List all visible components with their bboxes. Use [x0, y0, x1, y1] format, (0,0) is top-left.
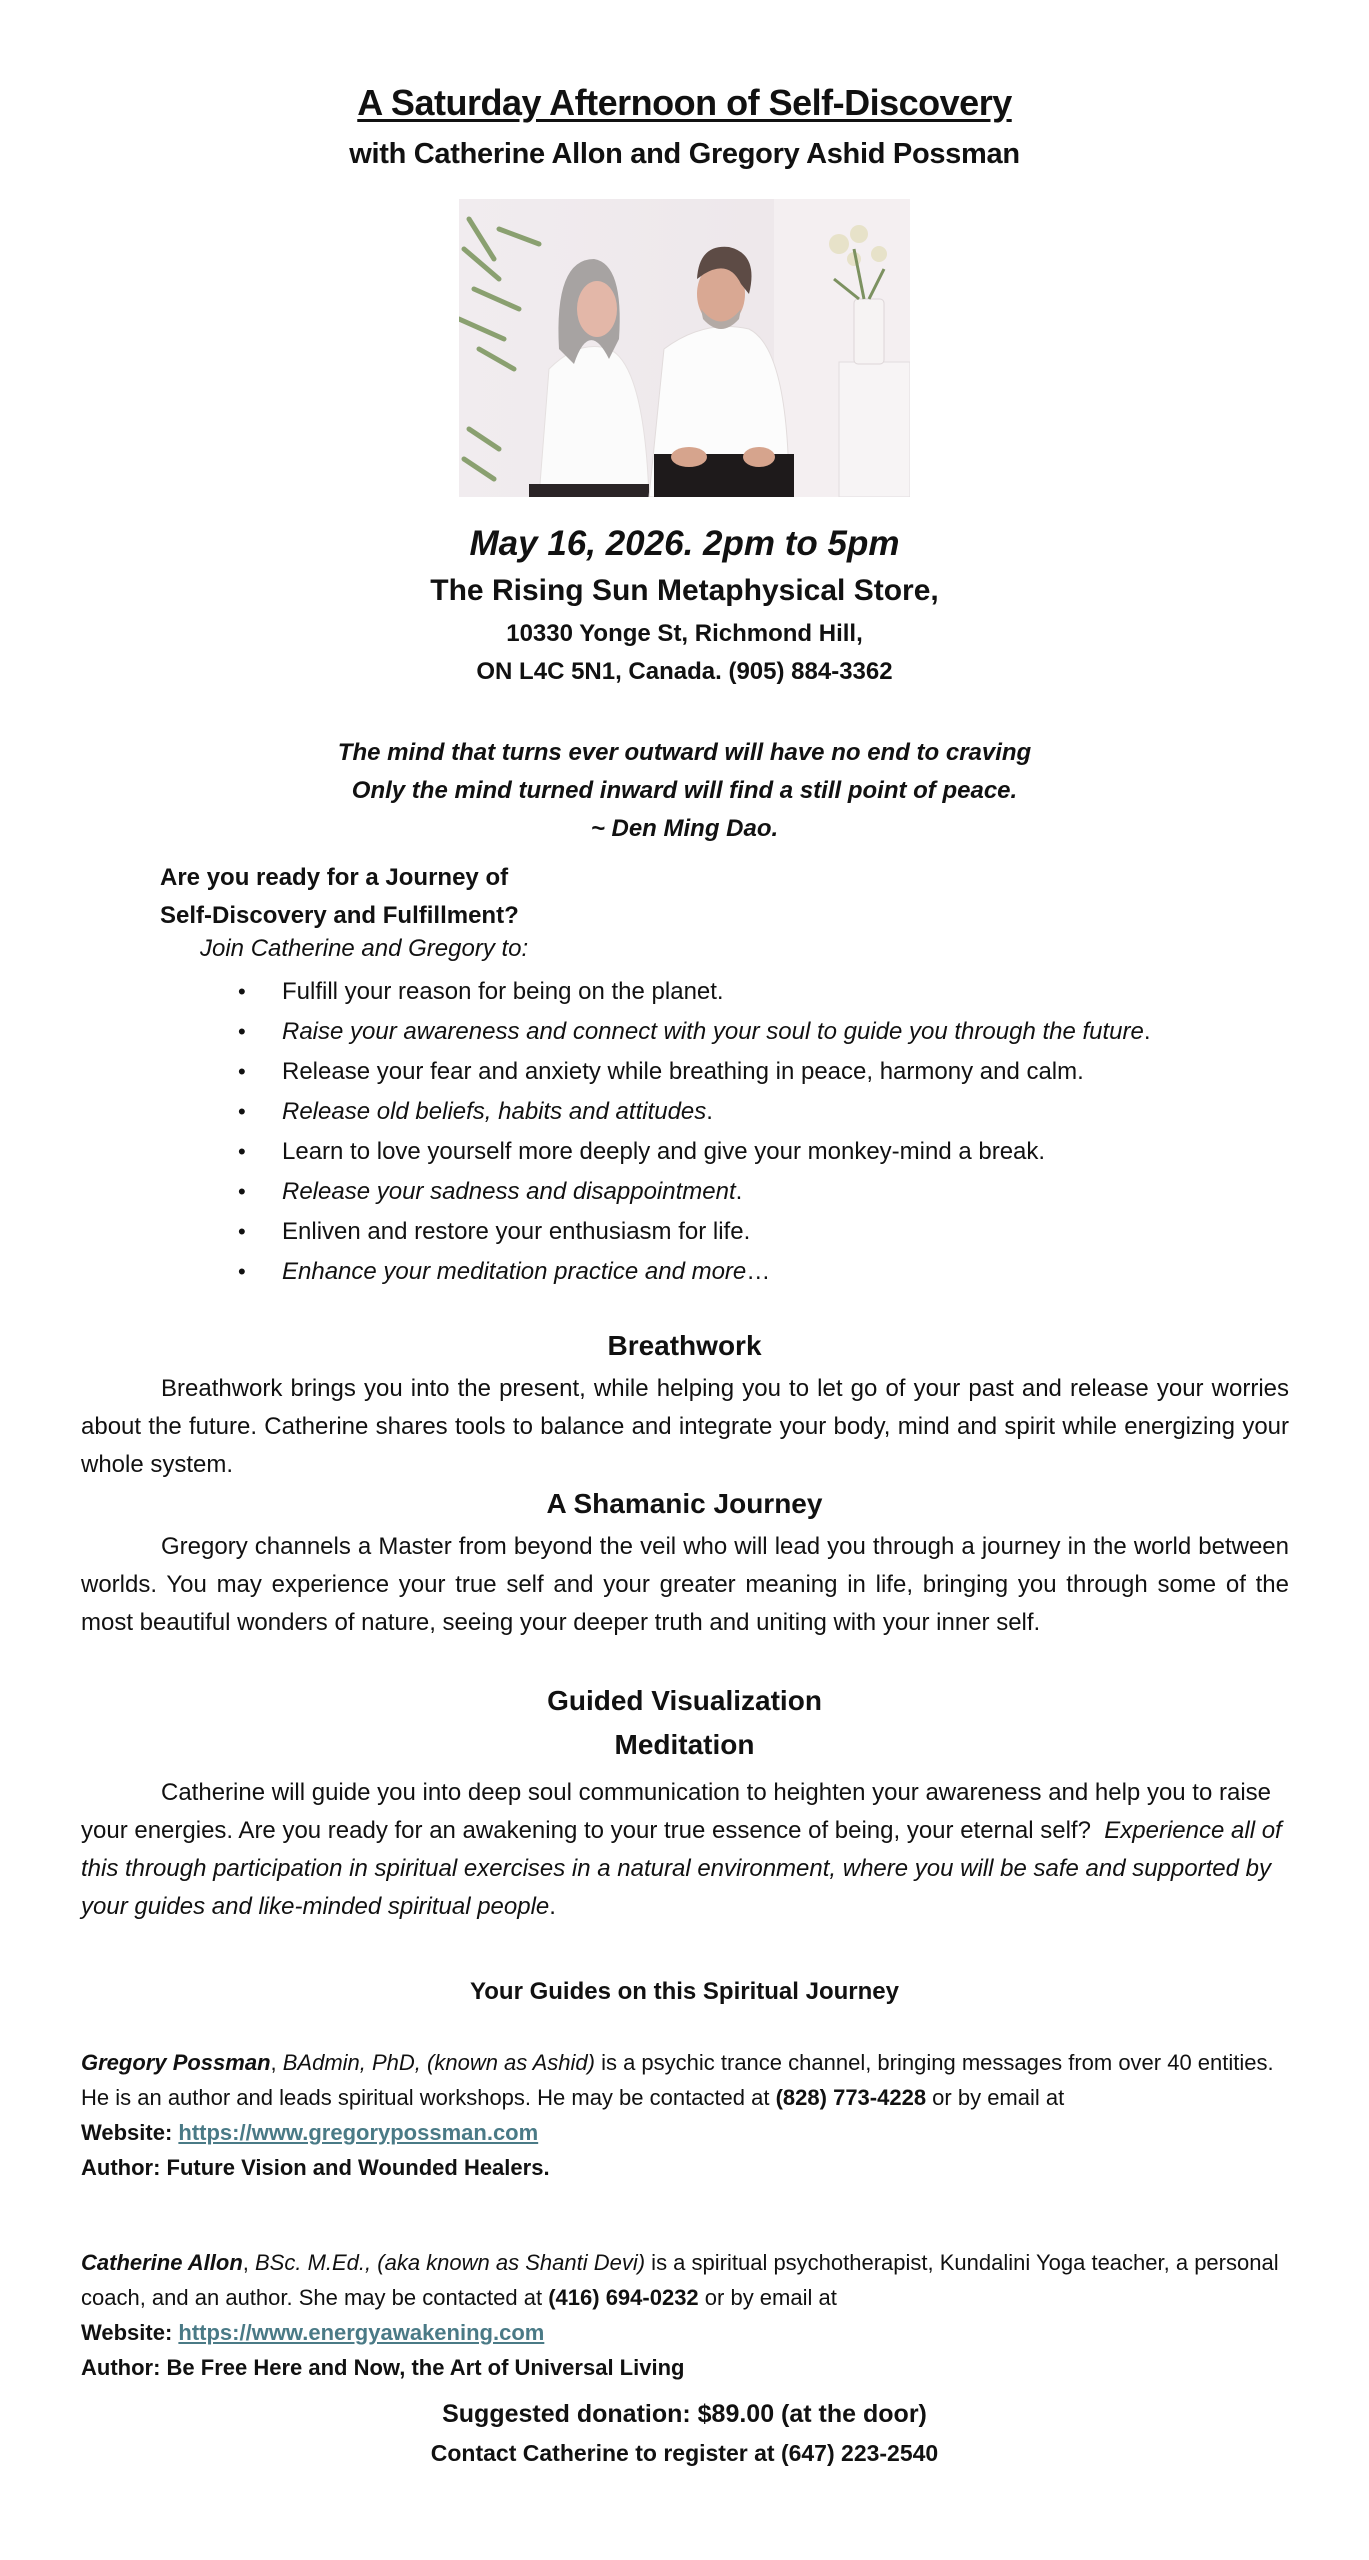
guides-heading: Your Guides on this Spiritual Journey	[470, 1978, 899, 2005]
bio-catherine-phone: (416) 694-0232	[548, 2285, 699, 2310]
section-body-breathwork	[81, 1370, 1289, 1484]
bio-catherine-text: Catherine Allon, BSc. M.Ed., (aka known as Shanti Devi) is a spiritual psychotherapist, Kundalini Yoga teacher, a personal coach, and an author. She may be contacted at (416) 694-0232 or by email at	[81, 2250, 1279, 2310]
benefit-text: Release old beliefs, habits and attitudes	[282, 1098, 707, 1125]
benefit-item	[238, 1012, 1151, 1052]
bullet-icon: •	[238, 1059, 246, 1084]
bullet-icon: •	[238, 979, 246, 1004]
event-address-line2: ON L4C 5N1, Canada. (905) 884-3362	[476, 658, 893, 685]
gregory-website-link[interactable]: https://www.gregorypossman.com	[178, 2120, 539, 2145]
quote-line-2: Only the mind turned inward will find a still point of peace.	[351, 777, 1018, 804]
benefit-text: Fulfill your reason for being on the planet.	[282, 978, 724, 1005]
bio-gregory-email-note: or by email at	[926, 2085, 1065, 2110]
bio-gregory-author: Author: Future Vision and Wounded Healers.	[81, 2155, 550, 2180]
bio-gregory-name: Gregory Possman	[81, 2050, 271, 2075]
guides-photo	[459, 199, 910, 497]
page-title: A Saturday Afternoon of Self-Discovery	[357, 82, 1012, 123]
section-heading-shamanic: A Shamanic Journey	[546, 1488, 823, 1519]
bio-catherine-website-label: Website:	[81, 2320, 179, 2345]
benefit-text: Release your fear and anxiety while breathing in peace, harmony and calm.	[282, 1058, 1084, 1085]
bio-gregory-description: is a psychic trance channel, bringing messages from over 40 entities. He is an author and leads spiritual workshops. He may be contacted at	[81, 2050, 1274, 2110]
benefit-punctuation: .	[735, 1178, 743, 1205]
bullet-icon: •	[238, 1019, 246, 1044]
quote-block	[0, 734, 1369, 848]
breathwork-text: Breathwork brings you into the present, while helping you to let go of your past and release your worries about the future. Catherine shares tools to balance and integrate your body, mind and spirit while energizing your whole system.	[81, 1375, 1289, 1478]
benefit-punctuation: .	[1143, 1018, 1151, 1045]
join-text: Join Catherine and Gregory to:	[200, 935, 529, 962]
section-body-shamanic	[81, 1528, 1289, 1642]
bio-catherine-credentials: BSc. M.Ed., (aka known as Shanti Devi)	[255, 2250, 646, 2275]
bio-catherine-author: Author: Be Free Here and Now, the Art of Universal Living	[81, 2355, 685, 2380]
benefit-text: Enhance your meditation practice and more	[282, 1258, 747, 1285]
intro-question	[160, 859, 519, 935]
benefit-item	[238, 1092, 1151, 1132]
bio-catherine-email-note: or by email at	[698, 2285, 837, 2310]
benefit-item	[238, 972, 1151, 1012]
section-heading-breathwork: Breathwork	[607, 1330, 762, 1361]
bio-catherine-name: Catherine Allon	[81, 2250, 243, 2275]
guided-text: Catherine will guide you into deep soul communication to heighten your awareness and help you to raise your energies. Are you ready for an awakening to your true essence of being, your eternal self?	[81, 1779, 1272, 1844]
shamanic-text: Gregory channels a Master from beyond the veil who will lead you through a journey in the world between worlds. You may experience your true self and your greater meaning in life, bringing you through some of the most beautiful wonders of nature, seeing your deeper truth and uniting with your inner self.	[81, 1533, 1289, 1636]
benefit-punctuation: .	[706, 1098, 713, 1125]
bio-gregory-credentials: BAdmin, PhD, (known as Ashid)	[282, 2050, 595, 2075]
benefit-item	[238, 1132, 1151, 1172]
bullet-icon: •	[238, 1259, 246, 1284]
bio-gregory-text: Gregory Possman, BAdmin, PhD, (known as Ashid) is a psychic trance channel, bringing messages from over 40 entities. He is an author and leads spiritual workshops. He may be contacted at (828) 773-4228 or by email at	[81, 2050, 1274, 2110]
page-subtitle: with Catherine Allon and Gregory Ashid Possman	[349, 138, 1020, 170]
bullet-icon: •	[238, 1179, 246, 1204]
benefit-item	[238, 1052, 1151, 1092]
benefit-item	[238, 1212, 1151, 1252]
bio-gregory	[81, 2045, 1289, 2185]
bullet-icon: •	[238, 1219, 246, 1244]
section-heading-guided-line-2: Meditation	[614, 1729, 755, 1760]
guided-text-italic: Experience all of this through participation in spiritual exercises in a natural environment, where you will be safe and supported by your guides and like-minded spiritual people	[81, 1817, 1282, 1920]
intro-question-line-2: Self-Discovery and Fulfillment?	[160, 902, 519, 929]
section-body-guided	[81, 1774, 1289, 1926]
guided-text-end: .	[549, 1893, 556, 1920]
quote-attribution: ~ Den Ming Dao.	[590, 815, 779, 842]
benefit-item	[238, 1252, 1151, 1292]
event-venue: The Rising Sun Metaphysical Store,	[430, 574, 939, 607]
bullet-icon: •	[238, 1139, 246, 1164]
intro-question-line-1: Are you ready for a Journey of	[160, 864, 509, 891]
event-address-line1: 10330 Yonge St, Richmond Hill,	[506, 620, 863, 647]
section-heading-guided-line-1: Guided Visualization	[547, 1685, 822, 1716]
bio-gregory-website-label: Website:	[81, 2120, 179, 2145]
register-text: Contact Catherine to register at (647) 223-2540	[430, 2440, 939, 2466]
benefit-text: Raise your awareness and connect with your soul to guide you through the future	[282, 1018, 1144, 1045]
bio-catherine	[81, 2245, 1289, 2385]
benefit-text: Release your sadness and disappointment	[282, 1178, 736, 1205]
quote-line-1: The mind that turns ever outward will have no end to craving	[337, 739, 1032, 766]
catherine-website-link[interactable]: https://www.energyawakening.com	[178, 2320, 545, 2345]
benefit-punctuation: …	[746, 1258, 771, 1285]
benefits-list	[238, 972, 1151, 1292]
bio-gregory-phone: (828) 773-4228	[775, 2085, 927, 2110]
event-date-time: May 16, 2026. 2pm to 5pm	[469, 524, 900, 563]
bio-catherine-description: is a spiritual psychotherapist, Kundalini Yoga teacher, a personal coach, and an author. She may be contacted at	[81, 2250, 1279, 2310]
bullet-icon: •	[238, 1099, 246, 1124]
donation-text: Suggested donation: $89.00 (at the door)	[442, 2400, 927, 2428]
benefit-text: Enliven and restore your enthusiasm for life.	[282, 1218, 751, 1245]
photo-illustration	[459, 199, 910, 497]
benefit-text: Learn to love yourself more deeply and give your monkey-mind a break.	[282, 1138, 1046, 1165]
benefit-item	[238, 1172, 1151, 1212]
